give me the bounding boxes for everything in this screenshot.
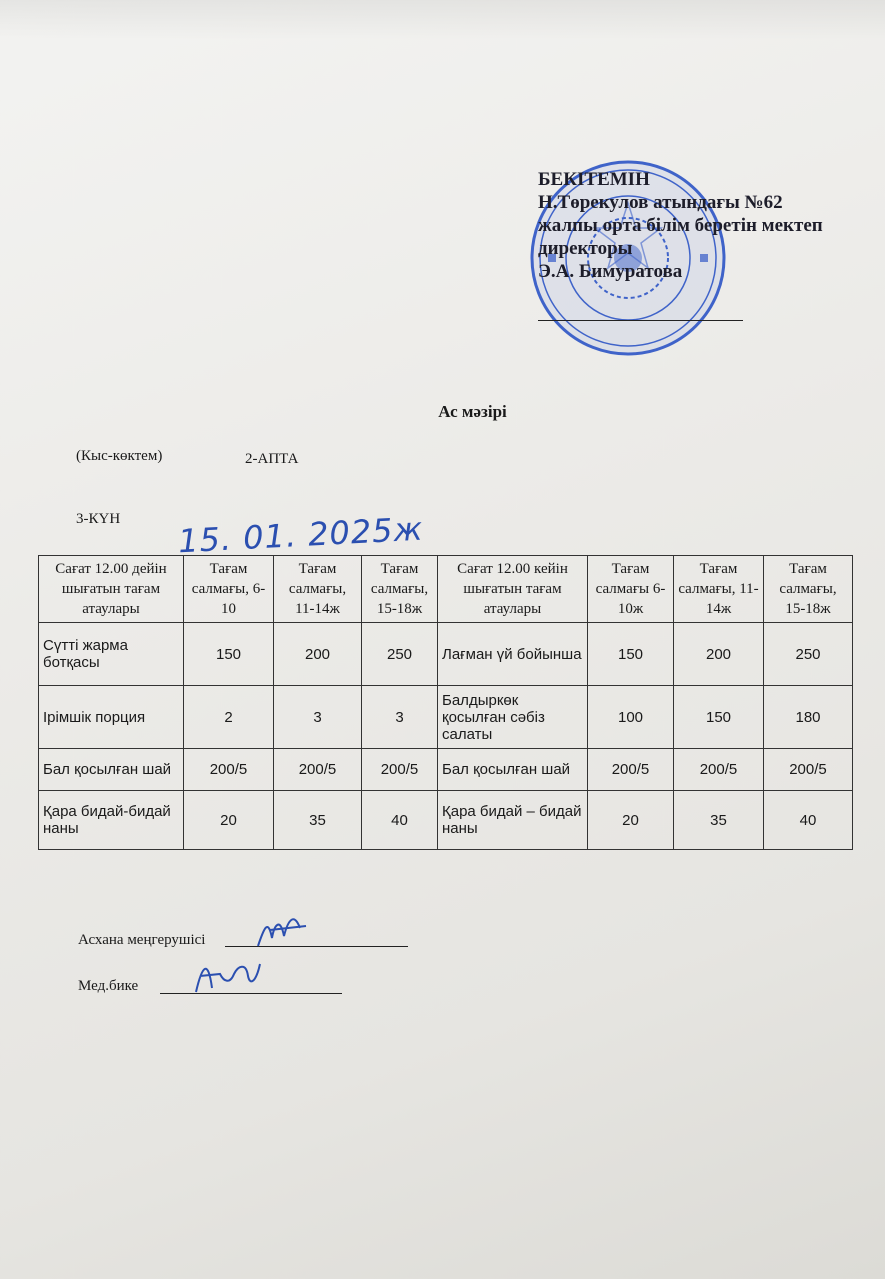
value-cell: 150	[588, 623, 674, 686]
morning-dish-cell: Сүтті жарма ботқасы	[39, 623, 184, 686]
day-label: 3-КҮН	[76, 511, 121, 527]
table-row	[39, 791, 853, 850]
paper-fold-shadow	[0, 0, 885, 40]
value-cell: 200	[674, 623, 764, 686]
menu-table	[38, 555, 853, 850]
header-weight-15-18-pm: Тағам салмағы, 15-18ж	[764, 556, 853, 623]
value-cell: 250	[362, 623, 438, 686]
value-cell: 20	[588, 791, 674, 850]
header-weight-11-14: Тағам салмағы, 11-14ж	[274, 556, 362, 623]
approval-heading: БЕКІТЕМІН	[538, 169, 650, 190]
header-morning-dish: Сағат 12.00 дейін шығатын тағам атаулары	[39, 556, 184, 623]
approval-position: директоры	[538, 238, 633, 259]
value-cell: 180	[764, 686, 853, 749]
value-cell: 200/5	[274, 749, 362, 791]
value-cell: 2	[184, 686, 274, 749]
value-cell: 100	[588, 686, 674, 749]
value-cell: 200/5	[674, 749, 764, 791]
table-row	[39, 686, 853, 749]
header-afternoon-dish: Сағат 12.00 кейін шығатын тағам атаулары	[438, 556, 588, 623]
value-cell: 40	[764, 791, 853, 850]
page-title: Ас мәзірі	[438, 402, 507, 421]
table-row	[39, 749, 853, 791]
header-weight-15-18: Тағам салмағы, 15-18ж	[362, 556, 438, 623]
afternoon-dish-cell: Балдыркөк қосылған сәбіз салаты	[438, 686, 588, 749]
value-cell: 40	[362, 791, 438, 850]
value-cell: 250	[764, 623, 853, 686]
value-cell: 200/5	[362, 749, 438, 791]
value-cell: 150	[674, 686, 764, 749]
header-weight-11-14-pm: Тағам салмағы, 11-14ж	[674, 556, 764, 623]
approval-block	[538, 168, 878, 283]
value-cell: 150	[184, 623, 274, 686]
value-cell: 3	[274, 686, 362, 749]
value-cell: 35	[274, 791, 362, 850]
approval-school-type: жалпы орта білім беретін мектеп	[538, 215, 823, 236]
approval-director-name: Э.А. Бимуратова	[538, 261, 683, 282]
value-cell: 200	[274, 623, 362, 686]
value-cell: 3	[362, 686, 438, 749]
handwritten-date: 15. 01. 2025ж	[177, 509, 425, 561]
value-cell: 200/5	[764, 749, 853, 791]
morning-dish-cell: Қара бидай-бидай наны	[39, 791, 184, 850]
value-cell: 35	[674, 791, 764, 850]
director-signature-line	[538, 320, 743, 321]
canteen-head-signature	[250, 908, 310, 953]
morning-dish-cell: Ірімшік порция	[39, 686, 184, 749]
afternoon-dish-cell: Лағман үй бойынша	[438, 623, 588, 686]
nurse-label: Мед.бике	[78, 978, 139, 994]
approval-school-line: Н.Төрекулов атындағы №62	[538, 192, 783, 213]
afternoon-dish-cell: Бал қосылған шай	[438, 749, 588, 791]
value-cell: 200/5	[184, 749, 274, 791]
canteen-head-label: Асхана меңгерушісі	[78, 932, 206, 948]
afternoon-dish-cell: Қара бидай – бидай наны	[438, 791, 588, 850]
header-weight-6-10: Тағам салмағы, 6-10	[184, 556, 274, 623]
season-label: (Кыс-көктем)	[76, 448, 163, 464]
table-row	[39, 623, 853, 686]
week-label: 2-АПТА	[245, 451, 299, 467]
value-cell: 20	[184, 791, 274, 850]
value-cell: 200/5	[588, 749, 674, 791]
nurse-signature	[190, 952, 265, 997]
table-header-row	[39, 556, 853, 623]
header-weight-6-10-pm: Тағам салмағы 6-10ж	[588, 556, 674, 623]
morning-dish-cell: Бал қосылған шай	[39, 749, 184, 791]
